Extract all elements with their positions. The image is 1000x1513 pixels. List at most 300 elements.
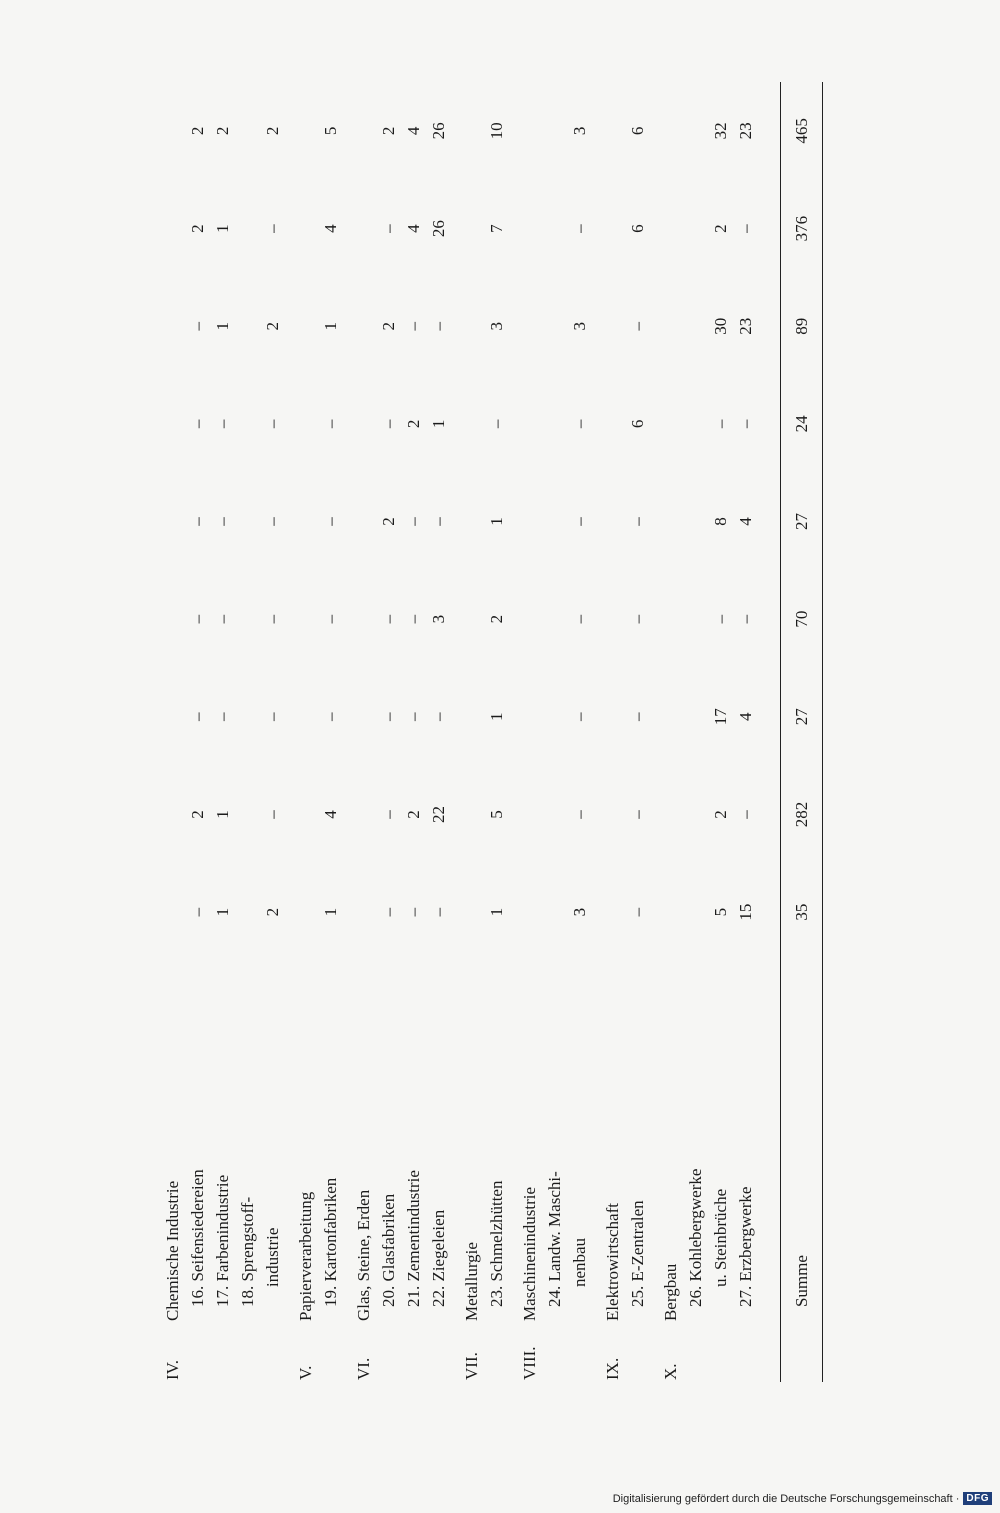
empty-cell: [658, 375, 683, 473]
value-cell: –: [263, 614, 282, 624]
spacer-cell: [285, 82, 293, 1382]
group-roman-numeral: VIII.: [520, 1346, 539, 1380]
row-label-cell: [542, 961, 567, 1325]
value-cell: –: [321, 419, 340, 429]
spacer-cell: [451, 82, 459, 1382]
empty-cell: [351, 863, 376, 961]
value-cell: 2: [263, 321, 282, 331]
rotated-table-container: [160, 82, 811, 1382]
value-cell: –: [379, 224, 398, 233]
value-cell: –: [736, 419, 755, 429]
empty-cell: [517, 570, 542, 668]
empty-cell: [683, 473, 708, 571]
empty-cell: [293, 375, 318, 473]
sum-rule-top: [766, 82, 781, 1382]
group-heading: Maschinenindustrie: [520, 1186, 539, 1322]
value-cell: 1: [213, 907, 232, 917]
value-cell: –: [263, 810, 282, 819]
group-roman-numeral: IX.: [603, 1357, 622, 1380]
table-row: [683, 82, 708, 1382]
roman-spacer-cell: [542, 1325, 567, 1382]
empty-cell: [658, 180, 683, 278]
spacer-row: [650, 82, 658, 1382]
value-cell: 1: [213, 224, 232, 233]
value-cell: –: [628, 712, 647, 722]
value-cell: 1: [487, 517, 506, 526]
value-cell: –: [429, 712, 448, 722]
empty-cell: [351, 277, 376, 375]
value-cell: –: [404, 907, 423, 917]
value-cell: –: [379, 810, 398, 819]
row-label-cell: [683, 961, 708, 1325]
row-label-cell: [567, 961, 592, 1325]
roman-spacer-cell: [781, 1325, 823, 1382]
value-cell: –: [213, 517, 232, 526]
table-row-continued: [567, 82, 592, 1382]
empty-cell: [658, 766, 683, 864]
empty-cell: [658, 863, 683, 961]
group-roman-numeral: VII.: [462, 1352, 481, 1380]
table-row-continued: [708, 82, 733, 1382]
group-heading: Bergbau: [661, 1263, 680, 1322]
value-cell: –: [404, 517, 423, 526]
table-row: [542, 82, 567, 1382]
group-heading-row: [293, 82, 318, 1382]
value-cell: –: [379, 614, 398, 624]
spacer-row: [758, 82, 766, 1382]
group-heading-row: [600, 82, 625, 1382]
table-row: [376, 82, 401, 1382]
group-roman-numeral: VI.: [354, 1357, 373, 1380]
value-cell: 10: [487, 122, 506, 140]
empty-cell: [235, 180, 260, 278]
table-row: [733, 82, 758, 1382]
empty-cell: [658, 82, 683, 180]
value-cell: 2: [379, 517, 398, 526]
group-heading-row: [459, 82, 484, 1382]
empty-cell: [517, 277, 542, 375]
roman-spacer-cell: [567, 1325, 592, 1382]
empty-cell: [600, 277, 625, 375]
value-cell: –: [570, 224, 589, 233]
empty-cell: [235, 82, 260, 180]
roman-spacer-cell: [426, 1325, 451, 1382]
roman-spacer-cell: [484, 1325, 509, 1382]
empty-cell: [600, 473, 625, 571]
group-roman-numeral: V.: [296, 1365, 315, 1380]
value-cell: –: [628, 321, 647, 331]
value-cell: 2: [487, 614, 506, 624]
empty-cell: [351, 82, 376, 180]
value-cell: 6: [628, 224, 647, 233]
empty-cell: [459, 277, 484, 375]
value-cell: 5: [711, 907, 730, 917]
empty-cell: [351, 766, 376, 864]
value-cell: –: [263, 517, 282, 526]
value-cell: 3: [487, 321, 506, 331]
empty-cell: [542, 82, 567, 180]
empty-cell: [542, 863, 567, 961]
roman-spacer-cell: [210, 1325, 235, 1382]
value-cell: 2: [263, 907, 282, 917]
spacer-row: [285, 82, 293, 1382]
value-cell: –: [628, 810, 647, 819]
empty-cell: [600, 180, 625, 278]
value-cell: –: [736, 614, 755, 624]
empty-cell: [459, 863, 484, 961]
dfg-logo: DFG: [963, 1492, 992, 1505]
value-cell: –: [188, 419, 207, 429]
row-label-cell: [210, 961, 235, 1325]
roman-spacer-cell: [708, 1325, 733, 1382]
row-label-cell: [260, 961, 285, 1325]
row-label: 25. E-Zentralen: [628, 1200, 647, 1308]
table-row: [318, 82, 343, 1382]
value-cell: –: [188, 712, 207, 722]
spacer-row: [592, 82, 600, 1382]
value-cell: 1: [321, 907, 340, 917]
value-cell: –: [213, 712, 232, 722]
value-cell: 1: [321, 321, 340, 331]
row-label: 20. Glasfabriken: [379, 1193, 398, 1308]
empty-cell: [600, 375, 625, 473]
empty-cell: [160, 863, 185, 961]
empty-cell: [351, 570, 376, 668]
value-cell: –: [379, 907, 398, 917]
row-label: 22. Ziegeleien: [429, 1209, 448, 1308]
value-cell: 2: [213, 126, 232, 136]
roman-spacer-cell: [401, 1325, 426, 1382]
value-cell: –: [429, 321, 448, 331]
value-cell: –: [188, 517, 207, 526]
value-cell: –: [736, 810, 755, 819]
empty-cell: [600, 82, 625, 180]
value-cell: 4: [321, 224, 340, 233]
empty-cell: [293, 82, 318, 180]
value-cell: –: [404, 321, 423, 331]
value-cell: 2: [379, 321, 398, 331]
value-cell: 30: [711, 317, 730, 335]
industry-table: [160, 82, 837, 1382]
empty-cell: [542, 180, 567, 278]
empty-cell: [683, 375, 708, 473]
value-cell: 5: [487, 810, 506, 819]
row-label-cell: [733, 961, 758, 1325]
value-cell: –: [263, 224, 282, 233]
value-cell: 4: [321, 810, 340, 819]
empty-cell: [683, 668, 708, 766]
empty-cell: [459, 180, 484, 278]
sum-value-cell: 35: [792, 903, 811, 921]
value-cell: 1: [213, 810, 232, 819]
empty-cell: [235, 668, 260, 766]
empty-cell: [160, 277, 185, 375]
group-heading-row: [160, 82, 185, 1382]
empty-cell: [542, 277, 567, 375]
table-row: [625, 82, 650, 1382]
sum-value-cell: 89: [792, 317, 811, 335]
empty-cell: [517, 863, 542, 961]
value-cell: 23: [736, 317, 755, 335]
spacer-row: [343, 82, 351, 1382]
value-cell: 22: [429, 805, 448, 823]
value-cell: –: [404, 712, 423, 722]
group-heading-row: [658, 82, 683, 1382]
empty-cell: [293, 863, 318, 961]
empty-cell: [160, 180, 185, 278]
row-label: 27. Erzbergwerke: [736, 1186, 755, 1308]
empty-cell: [517, 375, 542, 473]
row-label-continued: u. Steinbrüche: [711, 1188, 730, 1288]
empty-cell: [160, 473, 185, 571]
roman-spacer-cell: [625, 1325, 650, 1382]
value-cell: 7: [487, 224, 506, 233]
empty-cell: [293, 766, 318, 864]
empty-cell: [542, 473, 567, 571]
value-cell: 17: [711, 708, 730, 726]
empty-cell: [293, 570, 318, 668]
empty-cell: [160, 82, 185, 180]
value-cell: –: [188, 907, 207, 917]
group-heading: Glas, Steine, Erden: [354, 1189, 373, 1322]
group-roman-numeral: X.: [661, 1363, 680, 1380]
roman-spacer-cell: [318, 1325, 343, 1382]
empty-cell: [351, 473, 376, 571]
empty-cell: [351, 375, 376, 473]
empty-cell: [235, 473, 260, 571]
value-cell: 2: [188, 224, 207, 233]
empty-cell: [542, 766, 567, 864]
sum-value-cell: 465: [792, 118, 811, 144]
empty-cell: [683, 863, 708, 961]
group-heading: Metallurgie: [462, 1242, 481, 1322]
value-cell: 3: [570, 126, 589, 136]
row-label: 19. Kartonfabriken: [321, 1177, 340, 1308]
value-cell: –: [628, 907, 647, 917]
row-label: 23. Schmelzhütten: [487, 1180, 506, 1308]
spacer-row: [509, 82, 517, 1382]
sum-label: [781, 961, 823, 1325]
rule-cell: [766, 82, 781, 1382]
empty-cell: [160, 668, 185, 766]
row-label: 24. Landw. Maschi-: [545, 1171, 564, 1308]
spacer-cell: [650, 82, 658, 1382]
value-cell: –: [321, 517, 340, 526]
sum-value-cell: 27: [792, 513, 811, 531]
value-cell: –: [188, 614, 207, 624]
value-cell: –: [213, 614, 232, 624]
value-cell: 2: [188, 126, 207, 136]
empty-cell: [293, 277, 318, 375]
sum-value-cell: 70: [792, 610, 811, 628]
value-cell: 3: [429, 614, 448, 624]
spacer-cell: [343, 82, 351, 1382]
value-cell: –: [628, 614, 647, 624]
sum-value-cell: 24: [792, 415, 811, 433]
value-cell: 3: [570, 321, 589, 331]
value-cell: 4: [404, 224, 423, 233]
empty-cell: [517, 668, 542, 766]
footer-text: Digitalisierung gefördert durch die Deutsche Forschungsgemeinschaft ·: [612, 1492, 960, 1505]
value-cell: 1: [429, 419, 448, 429]
table-row: [210, 82, 235, 1382]
empty-cell: [160, 570, 185, 668]
row-label: 18. Sprengstoff-: [238, 1196, 257, 1308]
empty-cell: [600, 766, 625, 864]
empty-cell: [235, 375, 260, 473]
value-cell: 6: [628, 419, 647, 429]
value-cell: 1: [213, 321, 232, 331]
roman-spacer-cell: [376, 1325, 401, 1382]
table-row: [426, 82, 451, 1382]
roman-spacer-cell: [683, 1325, 708, 1382]
row-label: 26. Kohlebergwerke: [686, 1168, 705, 1308]
row-label-cell: [185, 961, 210, 1325]
empty-cell: [683, 766, 708, 864]
value-cell: –: [570, 517, 589, 526]
empty-cell: [683, 277, 708, 375]
row-label-cell: [376, 961, 401, 1325]
value-cell: 26: [429, 122, 448, 140]
table-row-continued: [260, 82, 285, 1382]
empty-cell: [160, 766, 185, 864]
empty-cell: [293, 668, 318, 766]
row-label: 17. Farbenindustrie: [213, 1174, 232, 1308]
value-cell: –: [570, 810, 589, 819]
value-cell: 6: [628, 126, 647, 136]
empty-cell: [658, 668, 683, 766]
empty-cell: [459, 766, 484, 864]
sum-rule-bottom: [823, 82, 838, 1382]
empty-cell: [600, 863, 625, 961]
spacer-cell: [758, 82, 766, 1382]
value-cell: 1: [487, 907, 506, 917]
empty-cell: [235, 766, 260, 864]
value-cell: 2: [404, 419, 423, 429]
table-body: [160, 82, 837, 1382]
value-cell: 4: [404, 126, 423, 136]
value-cell: 1: [487, 712, 506, 722]
empty-cell: [600, 668, 625, 766]
value-cell: –: [570, 614, 589, 624]
sum-label-text: Summe: [792, 1255, 811, 1308]
empty-cell: [658, 570, 683, 668]
empty-cell: [517, 766, 542, 864]
empty-cell: [542, 375, 567, 473]
sum-value-cell: 376: [792, 215, 811, 242]
value-cell: 3: [570, 907, 589, 917]
row-label-cell: [426, 961, 451, 1325]
value-cell: –: [404, 614, 423, 624]
value-cell: 2: [188, 810, 207, 819]
empty-cell: [658, 277, 683, 375]
group-roman-numeral: IV.: [163, 1360, 182, 1380]
footer: [613, 1492, 992, 1505]
value-cell: –: [429, 907, 448, 917]
table-row: [235, 82, 260, 1382]
row-label-cell: [625, 961, 650, 1325]
value-cell: 4: [736, 517, 755, 526]
empty-cell: [351, 180, 376, 278]
empty-cell: [293, 473, 318, 571]
value-cell: 2: [404, 810, 423, 819]
empty-cell: [683, 570, 708, 668]
table-row: [484, 82, 509, 1382]
sum-row: [781, 82, 823, 1382]
row-label-continued: industrie: [263, 1227, 282, 1288]
roman-spacer-cell: [733, 1325, 758, 1382]
empty-cell: [517, 82, 542, 180]
rule-cell: [823, 82, 838, 1382]
value-cell: –: [628, 517, 647, 526]
value-cell: –: [263, 712, 282, 722]
empty-cell: [459, 82, 484, 180]
group-heading: Papierverarbeitung: [296, 1191, 315, 1322]
empty-cell: [235, 570, 260, 668]
value-cell: –: [321, 614, 340, 624]
value-cell: –: [736, 224, 755, 233]
spacer-row: [451, 82, 459, 1382]
group-heading: Chemische Industrie: [163, 1180, 182, 1322]
table-row: [401, 82, 426, 1382]
value-cell: 23: [736, 122, 755, 140]
roman-spacer-cell: [235, 1325, 260, 1382]
row-label: 16. Seifensiedereien: [188, 1169, 207, 1308]
value-cell: –: [379, 712, 398, 722]
row-label-cell: [708, 961, 733, 1325]
row-label-continued: nenbau: [570, 1237, 589, 1288]
value-cell: –: [263, 419, 282, 429]
value-cell: –: [570, 712, 589, 722]
value-cell: 8: [711, 517, 730, 526]
empty-cell: [683, 180, 708, 278]
value-cell: 4: [736, 712, 755, 722]
empty-cell: [235, 277, 260, 375]
empty-cell: [542, 570, 567, 668]
empty-cell: [600, 570, 625, 668]
value-cell: –: [213, 419, 232, 429]
empty-cell: [459, 473, 484, 571]
value-cell: –: [487, 419, 506, 429]
value-cell: –: [711, 419, 730, 429]
empty-cell: [351, 668, 376, 766]
sum-value-cell: 27: [792, 708, 811, 726]
empty-cell: [293, 180, 318, 278]
empty-cell: [517, 180, 542, 278]
sum-value-cell: 282: [792, 801, 811, 828]
value-cell: 32: [711, 122, 730, 140]
value-cell: 15: [736, 903, 755, 921]
value-cell: –: [321, 712, 340, 722]
group-heading: Elektrowirtschaft: [603, 1203, 622, 1322]
empty-cell: [235, 863, 260, 961]
value-cell: –: [188, 321, 207, 331]
value-cell: –: [429, 517, 448, 526]
empty-cell: [459, 570, 484, 668]
group-heading-row: [351, 82, 376, 1382]
row-label: 21. Zementindustrie: [404, 1170, 423, 1308]
empty-cell: [459, 375, 484, 473]
roman-spacer-cell: [185, 1325, 210, 1382]
spacer-cell: [509, 82, 517, 1382]
value-cell: 2: [711, 224, 730, 233]
value-cell: 2: [379, 126, 398, 136]
group-heading-row: [517, 82, 542, 1382]
empty-cell: [160, 375, 185, 473]
row-label-cell: [235, 961, 260, 1325]
value-cell: 2: [711, 810, 730, 819]
row-label-cell: [484, 961, 509, 1325]
